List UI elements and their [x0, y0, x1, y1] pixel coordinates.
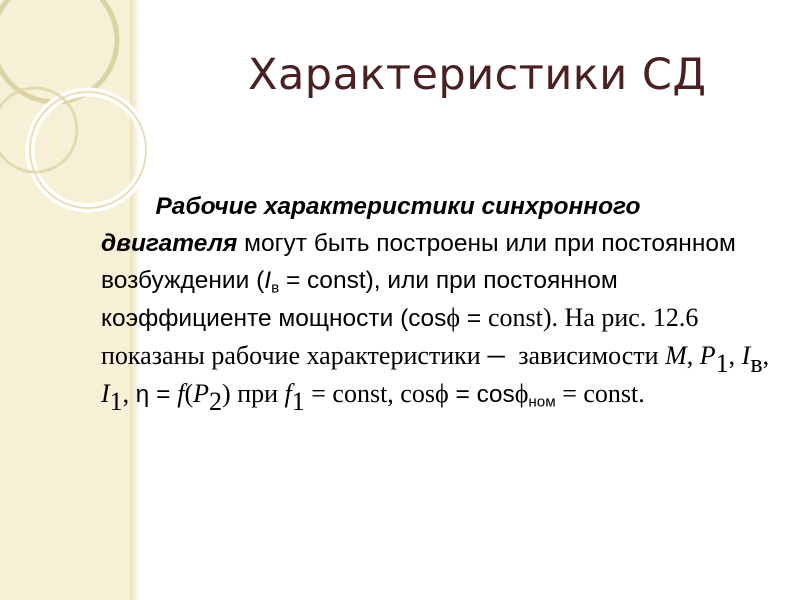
text-6: = const. — [555, 379, 645, 408]
sub-v: в — [271, 279, 280, 297]
var-I1: I — [101, 379, 110, 408]
phi-3: ϕ — [514, 379, 529, 408]
sub-2: 2 — [209, 386, 223, 416]
text-1: могут быть построены или при постоянном возбуждении ( — [101, 230, 736, 294]
var-f1: f — [284, 379, 292, 408]
text-4: = const, cos — [304, 379, 435, 408]
eta: η — [135, 381, 150, 408]
comma-2: , — [728, 341, 742, 370]
sub-v2: в — [750, 348, 763, 378]
serif-text-1: const). На рис. 12.6 показаны рабочие характеристики — [101, 303, 699, 370]
serif-text-2: зависимости — [511, 341, 666, 370]
dash: ─ — [480, 343, 512, 370]
lparen: ( — [184, 379, 194, 408]
func-f: f — [177, 379, 185, 408]
phi-1: ϕ — [446, 303, 461, 332]
var-P2: P — [193, 379, 210, 408]
var-Iv: I — [741, 341, 751, 370]
var-P1: P — [699, 341, 716, 370]
bold-intro: Рабочие характеристики синхронного двигателя — [101, 193, 641, 257]
sub-f1: 1 — [291, 386, 305, 416]
var-I: I — [264, 267, 272, 294]
comma-1: , — [686, 341, 700, 370]
text-2: = const), или при постоянном коэффициенте мощности (cos — [101, 267, 618, 332]
comma-3: , — [762, 341, 770, 370]
phi-2: ϕ — [434, 379, 449, 408]
sub-1b: 1 — [109, 386, 123, 416]
var-M: M — [665, 341, 687, 370]
ring-large — [0, 0, 117, 102]
sub-nom: ном — [528, 393, 556, 411]
equals-2: = cos — [448, 381, 515, 408]
rparen-pri: ) при — [222, 379, 285, 408]
comma-4: , — [122, 379, 136, 408]
slide-title: Характеристики СД — [248, 50, 707, 100]
indent — [101, 193, 155, 220]
sub-1: 1 — [715, 348, 729, 378]
text-3: = — [460, 305, 489, 332]
body-paragraph — [101, 188, 781, 416]
equals-1: = — [149, 381, 178, 408]
